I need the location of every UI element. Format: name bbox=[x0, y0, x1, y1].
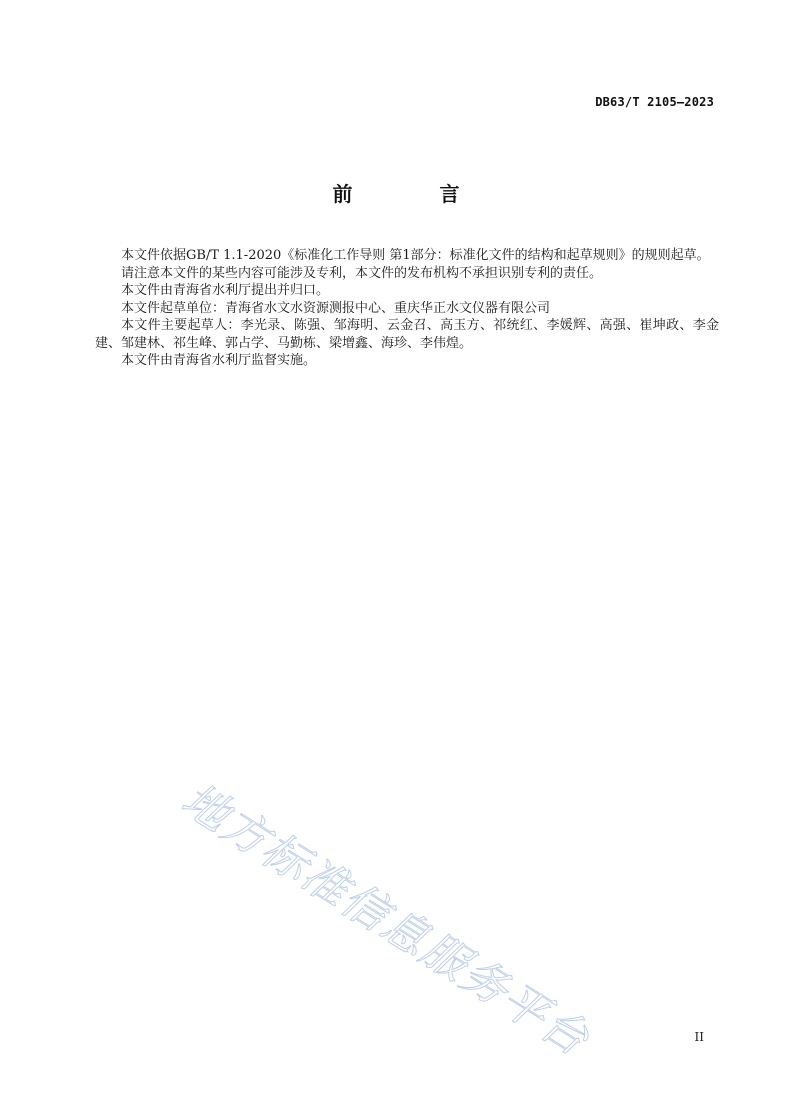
paragraph-drafters: 本文件主要起草人：李光录、陈强、邹海明、云金召、高玉方、祁统红、李媛辉、高强、崔坤政、李金建、邹建林、祁生峰、郭占学、马勤栋、梁增鑫、海珍、李伟煌。 bbox=[95, 318, 719, 351]
paragraph-proposer: 本文件由青海省水利厅提出并归口。 bbox=[121, 283, 330, 298]
paragraph-basis: 本文件依据GB/T 1.1-2020《标准化工作导则 第1部分：标准化文件的结构和起草规则》的规则起草。 bbox=[121, 248, 710, 263]
page-number: II bbox=[694, 1030, 704, 1044]
page-title: 前 言 bbox=[332, 182, 500, 206]
document-code: DB63/T 2105—2023 bbox=[595, 95, 714, 109]
paragraph-supervision: 本文件由青海省水利厅监督实施。 bbox=[121, 353, 317, 368]
paragraph-drafting-units: 本文件起草单位：青海省水文水资源测报中心、重庆华正水文仪器有限公司 bbox=[121, 300, 551, 316]
paragraph-patent-notice: 请注意本文件的某些内容可能涉及专利，本文件的发布机构不承担识别专利的责任。 bbox=[121, 265, 603, 281]
watermark: 地方标准信息服务平台 bbox=[172, 772, 600, 1067]
foreword-body bbox=[95, 247, 719, 370]
